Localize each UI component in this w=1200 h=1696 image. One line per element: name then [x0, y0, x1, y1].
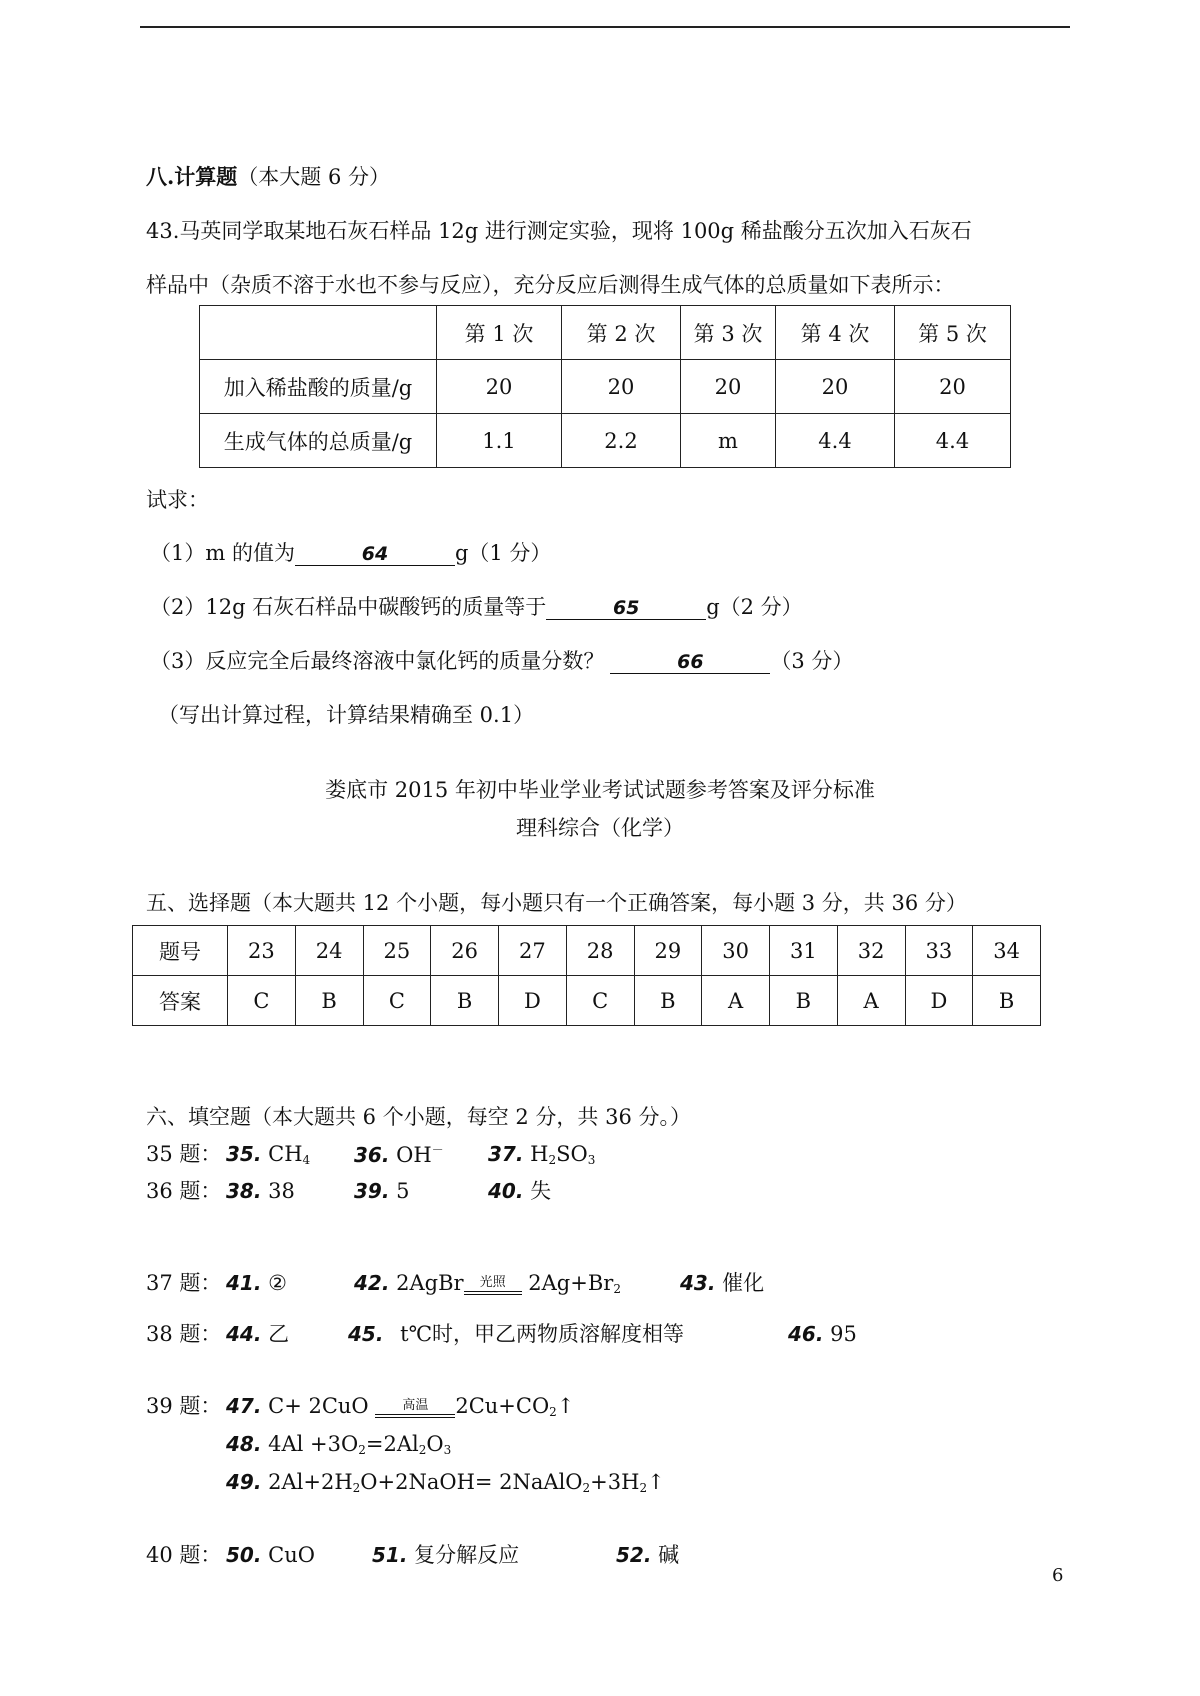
answer-39-label: 39 题： [146, 1394, 222, 1418]
table-cell: B [973, 976, 1041, 1026]
blank-number: 42. [354, 1271, 390, 1295]
answer-text: 38 [268, 1179, 295, 1203]
table-cell: 31 [770, 926, 838, 976]
q3-answer-blank: 66 [610, 653, 770, 674]
table-cell: 4.4 [776, 414, 895, 468]
calc-note: （写出计算过程，计算结果精确至 0.1） [158, 703, 535, 727]
table-cell: 第 4 次 [776, 306, 895, 360]
answer-39-item1 [226, 1396, 574, 1418]
answer-subscript: 4 [302, 1153, 311, 1167]
table-cell: A [837, 976, 905, 1026]
gas-arrow-icon: ↑ [647, 1470, 665, 1494]
table-cell: D [499, 976, 567, 1026]
table-cell: 生成气体的总质量/g [200, 414, 437, 468]
table-cell: B [770, 976, 838, 1026]
table-cell: 4.4 [895, 414, 1011, 468]
table-cell: 28 [566, 926, 634, 976]
answer-37-item1 [226, 1273, 287, 1294]
table-cell: B [431, 976, 499, 1026]
answer-text: 失 [530, 1179, 552, 1203]
table-cell: 29 [634, 926, 702, 976]
table-cell: 第 2 次 [562, 306, 681, 360]
answer-text: O+2NaOH= 2NaAlO [360, 1470, 583, 1494]
table-cell: 34 [973, 926, 1041, 976]
q1-suffix: g（1 分） [454, 541, 552, 565]
reaction-condition [375, 1398, 455, 1418]
table-cell: 第 3 次 [681, 306, 776, 360]
blank-number: 49. [226, 1470, 262, 1494]
equation-left: C+ 2CuO [268, 1394, 369, 1418]
blank-number: 47. [226, 1394, 262, 1418]
section6-title: 六、填空题（本大题共 6 个小题，每空 2 分，共 36 分。） [146, 1105, 691, 1129]
equation-right: 2Ag+Br [528, 1271, 614, 1295]
table-cell: 20 [776, 360, 895, 414]
table-cell: 24 [295, 926, 363, 976]
answer-text: 催化 [722, 1271, 765, 1295]
answer-text: =2Al [365, 1432, 419, 1456]
answer-text: +3H [590, 1470, 640, 1494]
section8-title-note: （本大题 6 分） [237, 165, 391, 189]
answer-text: CH [268, 1142, 303, 1166]
table-cell [200, 306, 437, 360]
q2-prefix: （2）12g 石灰石样品中碳酸钙的质量等于 [150, 595, 547, 619]
table-cell: 25 [363, 926, 431, 976]
table-cell: 20 [437, 360, 562, 414]
table-cell: 20 [895, 360, 1011, 414]
answer-37-item2 [354, 1273, 621, 1295]
header-rule [140, 26, 1070, 28]
table-row [200, 414, 1011, 468]
q2-suffix: g（2 分） [706, 595, 803, 619]
q2-answer-blank: 65 [546, 599, 706, 620]
table-cell: 23 [228, 926, 296, 976]
table-cell: 20 [681, 360, 776, 414]
answer-text: 2Al+2H [268, 1470, 353, 1494]
double-line-sign [464, 1291, 522, 1295]
choice-number-row [133, 926, 1041, 976]
table-cell: 题号 [133, 926, 228, 976]
answer-37-label: 37 题： [146, 1271, 222, 1295]
answer-subscript: 2 [549, 1405, 557, 1419]
table-row [200, 360, 1011, 414]
answer-subscript: 2 [582, 1481, 591, 1495]
gas-mass-table [199, 305, 1011, 468]
gas-arrow-icon: ↑ [556, 1394, 575, 1418]
answer-38-label: 38 题： [146, 1322, 222, 1346]
answer-text: 复分解反应 [414, 1543, 520, 1567]
table-cell: 加入稀盐酸的质量/g [200, 360, 437, 414]
condition-label: 光照 [479, 1275, 506, 1290]
reaction-condition [464, 1275, 522, 1295]
answer-text: OH [396, 1143, 432, 1167]
q3-suffix: （3 分） [770, 649, 854, 673]
blank-number: 45. [348, 1322, 384, 1346]
blank-number: 46. [788, 1322, 824, 1346]
question-2 [150, 597, 803, 620]
answer-text: t℃时，甲乙两物质溶解度相等 [400, 1322, 685, 1346]
answer-text: 4Al +3O [268, 1432, 359, 1456]
table-cell: 答案 [133, 976, 228, 1026]
table-cell: 26 [431, 926, 499, 976]
ask-label: 试求： [146, 488, 209, 512]
table-header-row [200, 306, 1011, 360]
blank-number: 48. [226, 1432, 262, 1456]
answer-text: 乙 [268, 1322, 290, 1346]
table-cell: 27 [499, 926, 567, 976]
blank-number: 40. [488, 1179, 524, 1203]
condition-label: 高温 [402, 1398, 429, 1413]
answer-39-item3 [226, 1472, 665, 1494]
table-cell: m [681, 414, 776, 468]
blank-number: 43. [680, 1271, 716, 1295]
answer-35-item2 [354, 1144, 444, 1166]
answer-36-item3 [488, 1181, 551, 1202]
table-cell: 第 1 次 [437, 306, 562, 360]
answer-36-item1 [226, 1181, 295, 1202]
question-3 [150, 651, 853, 674]
blank-number: 44. [226, 1322, 262, 1346]
answers-title: 娄底市 2015 年初中毕业学业考试试题参考答案及评分标准 [325, 778, 875, 802]
blank-number: 37. [488, 1142, 524, 1166]
blank-number: 52. [616, 1543, 652, 1567]
table-cell: 第 5 次 [895, 306, 1011, 360]
table-cell: 32 [837, 926, 905, 976]
answer-subscript: 2 [418, 1443, 427, 1457]
table-cell: A [702, 976, 770, 1026]
answer-38-item1 [226, 1324, 289, 1345]
answer-superscript: － [431, 1143, 444, 1157]
question-43-line1: 43.马英同学取某地石灰石样品 12g 进行测定实验，现将 100g 稀盐酸分五次加入石灰石 [146, 219, 972, 243]
choice-answer-table [132, 925, 1041, 1026]
section5-title: 五、选择题（本大题共 12 个小题，每小题只有一个正确答案，每小题 3 分，共 36 分） [146, 891, 967, 915]
q1-answer-blank: 64 [295, 545, 455, 566]
question-1 [150, 543, 551, 566]
equation-right: 2Cu+CO [455, 1394, 550, 1418]
question-43-line2: 样品中（杂质不溶于水也不参与反应），充分反应后测得生成气体的总质量如下表所示： [146, 273, 955, 297]
blank-number: 35. [226, 1142, 262, 1166]
answer-40-item1 [226, 1545, 315, 1566]
table-cell: 1.1 [437, 414, 562, 468]
answer-36-label: 36 题： [146, 1179, 222, 1203]
double-line-sign [375, 1414, 455, 1418]
answer-38-item2 [348, 1324, 684, 1345]
answers-subtitle: 理科综合（化学） [516, 816, 684, 840]
answer-text: O [426, 1432, 444, 1456]
section8-title: 八.计算题 [146, 164, 238, 189]
choice-answer-row [133, 976, 1041, 1026]
equation-left: 2AgBr [396, 1271, 464, 1295]
table-cell: C [566, 976, 634, 1026]
answer-text: 碱 [658, 1543, 680, 1567]
answer-40-item3 [616, 1545, 679, 1566]
blank-number: 50. [226, 1543, 262, 1567]
answer-subscript: 2 [613, 1282, 621, 1296]
answer-text: CuO [268, 1543, 315, 1567]
answer-subscript: 3 [587, 1153, 596, 1167]
answer-text: ② [268, 1271, 287, 1295]
answer-text: SO [556, 1142, 588, 1166]
answer-text: 95 [830, 1322, 857, 1346]
table-cell: 33 [905, 926, 973, 976]
answer-36-item2 [354, 1181, 410, 1202]
section8-heading [146, 166, 390, 188]
answer-40-item2 [372, 1545, 519, 1566]
answer-35-item3 [488, 1144, 595, 1166]
table-cell: C [363, 976, 431, 1026]
answer-text: 5 [396, 1179, 410, 1203]
table-cell: 2.2 [562, 414, 681, 468]
blank-number: 41. [226, 1271, 262, 1295]
table-cell: 30 [702, 926, 770, 976]
table-cell: C [228, 976, 296, 1026]
table-cell: B [295, 976, 363, 1026]
q3-prefix: （3）反应完全后最终溶液中氯化钙的质量分数？ [150, 649, 605, 673]
table-cell: D [905, 976, 973, 1026]
answer-38-item3 [788, 1324, 857, 1345]
table-cell: 20 [562, 360, 681, 414]
page-number: 6 [1052, 1565, 1064, 1586]
answer-35-label: 35 题： [146, 1142, 222, 1166]
answer-subscript: 2 [639, 1481, 648, 1495]
answer-37-item3 [680, 1273, 764, 1294]
answer-subscript: 2 [352, 1481, 361, 1495]
answer-text: H [530, 1142, 549, 1166]
answer-35-item1 [226, 1144, 310, 1166]
answer-subscript: 2 [358, 1443, 366, 1457]
blank-number: 38. [226, 1179, 262, 1203]
table-cell: B [634, 976, 702, 1026]
blank-number: 39. [354, 1179, 390, 1203]
answer-subscript: 3 [443, 1443, 452, 1457]
blank-number: 51. [372, 1543, 408, 1567]
answer-subscript: 2 [548, 1153, 557, 1167]
answer-40-label: 40 题： [146, 1543, 222, 1567]
blank-number: 36. [354, 1143, 390, 1167]
q1-prefix: （1）m 的值为 [150, 541, 295, 565]
answer-39-item2 [226, 1434, 451, 1456]
